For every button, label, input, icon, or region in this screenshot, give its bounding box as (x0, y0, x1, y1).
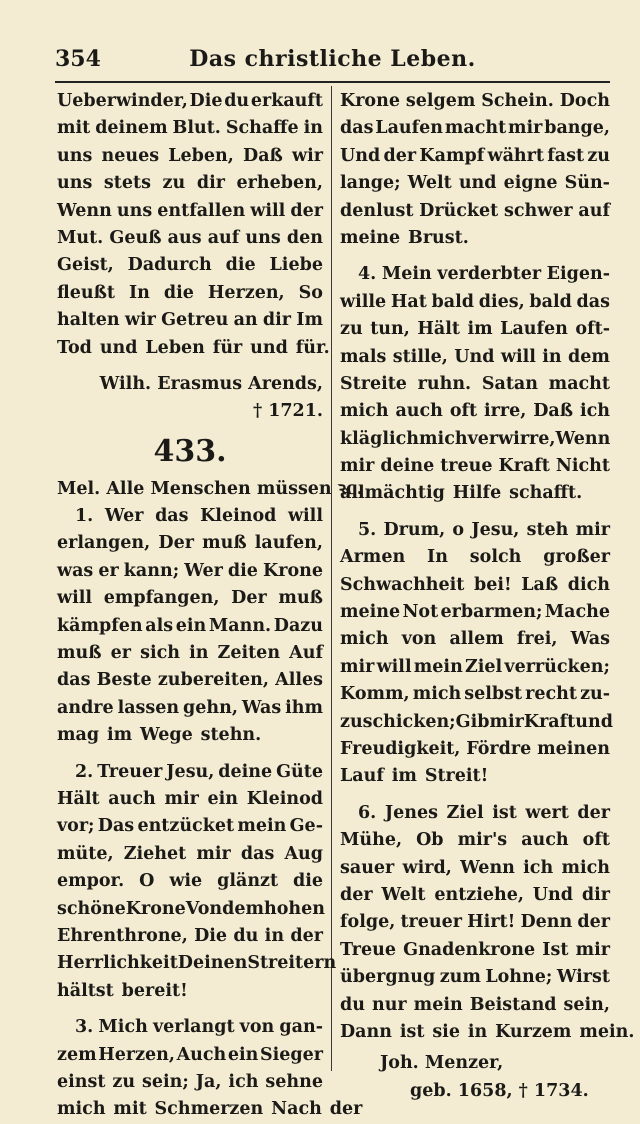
previous-hymn-author-line (57, 371, 323, 398)
text-line: vor; Das entzücket mein Ge- (57, 816, 323, 837)
verse-5 (340, 517, 613, 791)
text-line: 3. Mich verlangt von gan- (75, 1017, 323, 1038)
text-line: zuschicken; Gib mir Kraft und (340, 711, 613, 732)
text-line: müte, Ziehet mir das Aug (57, 843, 323, 864)
text-line: allmächtig Hilfe schafft. (340, 483, 583, 504)
text-line: was er kann; Wer die Krone (57, 560, 323, 581)
text-line: einst zu sein; Ja, ich sehne (57, 1071, 323, 1092)
verse-2 (57, 759, 337, 1006)
text-line: wille Hat bald dies, bald das (340, 291, 610, 312)
text-line: Schwachheit bei! Laß dich (340, 574, 610, 595)
verse-4 (340, 261, 610, 508)
running-title: Das christliche Leben. (189, 46, 476, 72)
author-name: Joh. Menzer, (380, 1053, 504, 1074)
column-divider (331, 86, 332, 1071)
text-line: Wenn uns entfallen will der (57, 200, 323, 221)
verse-1 (57, 503, 323, 750)
text-line: sauer wird, Wenn ich mich (340, 857, 610, 878)
text-line: Komm, mich selbst recht zu- (340, 684, 610, 705)
text-line: Herrlichkeit Deinen Streitern (57, 953, 337, 974)
author-name-line (340, 1050, 610, 1077)
text-line: mag im Wege stehn. (57, 725, 262, 746)
text-line: muß er sich in Zeiten Auf (57, 643, 323, 664)
text-line: Geist, Dadurch die Liebe (57, 255, 323, 276)
text-line: Freudigkeit, Fördre meinen (340, 738, 610, 759)
text-line: 2. Treuer Jesu, deine Güte (75, 761, 323, 782)
right-column (340, 88, 635, 1105)
text-line: 6. Jenes Ziel ist wert der (358, 802, 610, 823)
text-line: du nur mein Beistand sein, (340, 994, 610, 1015)
hymn-number: 433. (153, 433, 227, 469)
text-line: Mühe, Ob mir's auch oft (340, 830, 610, 851)
verse-6 (340, 800, 635, 1047)
text-line: lange; Welt und eigne Sün- (340, 173, 610, 194)
text-line: schöne Krone Von dem hohen (57, 898, 325, 919)
text-line: Ueberwinder, Die du erkauft (57, 91, 323, 111)
text-line: will empfangen, Der muß (57, 588, 323, 609)
text-line: mals stille, Und will in dem (340, 346, 610, 367)
text-line: zem Herzen, Auch ein Sieger (57, 1044, 323, 1065)
text-line: Und der Kampf währt fast zu (340, 145, 610, 166)
text-line: erlangen, Der muß laufen, (57, 533, 323, 554)
text-line: meine Not erbarmen; Mache (340, 602, 610, 623)
text-line: mich auch oft irre, Daß ich (340, 401, 610, 422)
author-dates: geb. 1658, † 1734. (410, 1080, 589, 1101)
header-rule (55, 81, 610, 83)
text-line: halten wir Getreu an dir Im (57, 310, 323, 331)
text-line: meine Brust. (340, 227, 469, 248)
text-line: mit deinem Blut. Schaffe in (57, 118, 323, 139)
text-line: übergnug zum Lohne; Wirst (340, 967, 610, 988)
text-line: mich mit Schmerzen Nach der (57, 1099, 363, 1120)
text-line: Hält auch mir ein Kleinod (57, 788, 323, 809)
previous-hymn-author: Wilh. Erasmus Arends, (99, 373, 323, 394)
author-dates-line (340, 1078, 610, 1105)
verse-3-end (340, 88, 610, 252)
previous-hymn-year: † 1721. (252, 401, 323, 422)
text-line: das Beste zubereiten, Alles (57, 670, 323, 691)
text-line: uns stets zu dir erheben, (57, 173, 323, 194)
text-line: Krone selgem Schein. Doch (340, 91, 610, 111)
text-line: 5. Drum, o Jesu, steh mir (358, 519, 610, 540)
text-line: andre lassen gehn, Was ihm (57, 697, 323, 718)
text-line: zu tun, Hält im Laufen oft- (340, 319, 610, 340)
melody-reference: Mel. Alle Menschen müssen ꝛc. (57, 478, 363, 499)
text-line: empor. O wie glänzt die (57, 871, 323, 892)
text-line: der Welt entziehe, Und dir (340, 884, 610, 905)
left-column (57, 88, 363, 1124)
text-line: denlust Drücket schwer auf (340, 200, 610, 221)
text-line: mir deine treue Kraft Nicht (340, 456, 610, 477)
text-line: Lauf im Streit! (340, 766, 489, 787)
text-line: Armen In solch großer (340, 547, 610, 568)
page-number: 354 (55, 46, 101, 72)
text-line: Treue Gnadenkrone Ist mir (340, 939, 610, 960)
text-line: folge, treuer Hirt! Denn der (340, 912, 610, 933)
text-line: hältst bereit! (57, 980, 188, 1001)
text-line: 1. Wer das Kleinod will (75, 506, 323, 527)
text-line: mich von allem frei, Was (340, 629, 610, 650)
text-line: das Laufen macht mir bange, (340, 118, 610, 139)
melody-line (57, 476, 363, 503)
text-line: Mut. Geuß aus auf uns den (57, 227, 323, 248)
text-line: uns neues Leben, Daß wir (57, 145, 323, 166)
text-line: mir will mein Ziel verrücken; (340, 656, 610, 677)
text-line: kläglich mich verwirre, Wenn (340, 428, 611, 449)
page-header (55, 44, 610, 78)
previous-hymn-ending (57, 88, 330, 362)
text-line: 4. Mein verderbter Eigen- (358, 264, 610, 285)
text-line: Tod und Leben für und für. (57, 337, 330, 358)
text-line: fleußt In die Herzen, So (57, 282, 323, 303)
previous-hymn-year-line (57, 398, 323, 425)
text-line: Ehrenthrone, Die du in der (57, 925, 323, 946)
verse-3-start (57, 1014, 363, 1124)
text-line: kämpfen als ein Mann. Dazu (57, 615, 323, 636)
text-line: Dann ist sie in Kurzem mein. (340, 1021, 635, 1042)
text-line: Streite ruhn. Satan macht (340, 373, 610, 394)
